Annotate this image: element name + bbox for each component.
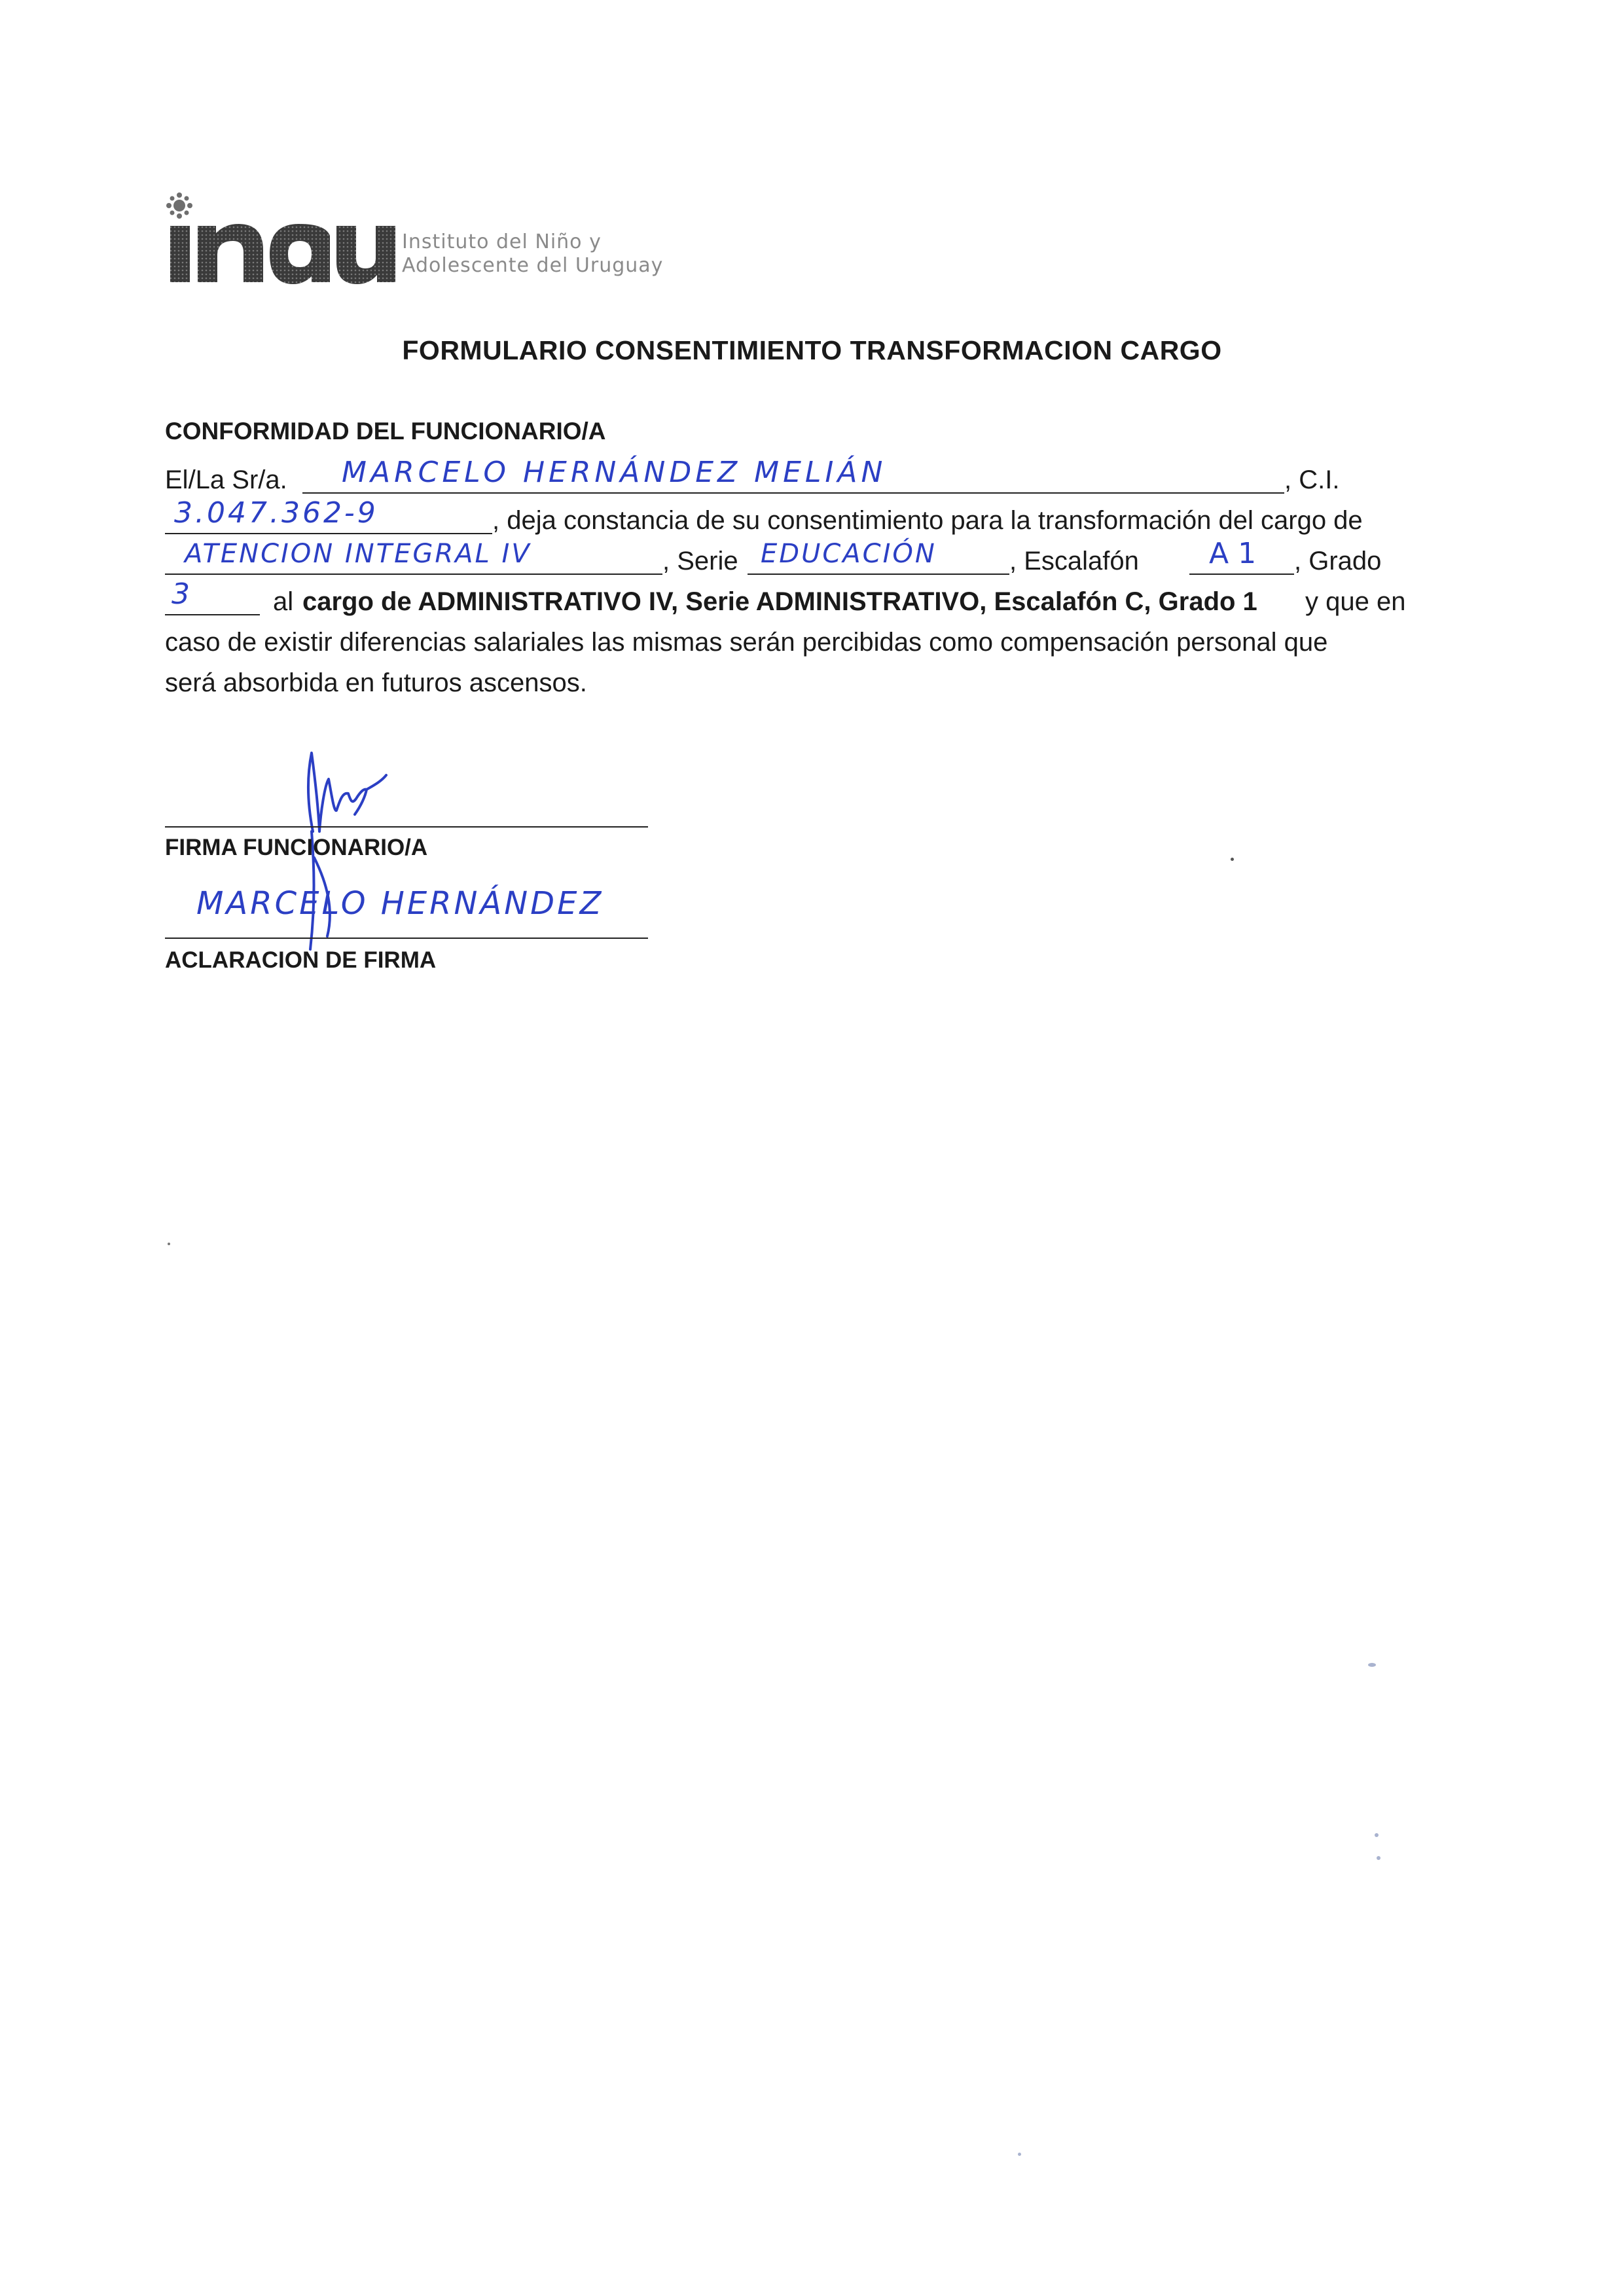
form-line-6: [165, 663, 1474, 703]
aclaracion-line[interactable]: [165, 938, 648, 939]
escalafon-handwritten: A1: [1209, 537, 1266, 570]
cargo-handwritten: ATENCION INTEGRAL IV: [185, 539, 532, 569]
cargo-field[interactable]: [165, 541, 662, 575]
document-title: FORMULARIO CONSENTIMIENTO TRANSFORMACION CARGO: [402, 335, 1222, 365]
section-heading: CONFORMIDAD DEL FUNCIONARIO/A: [165, 418, 606, 445]
scan-speck: [1018, 2153, 1021, 2156]
form-line-3: [165, 537, 1474, 581]
ci-handwritten: 3.047.362-9: [174, 496, 378, 530]
label-ci: , C.I.: [1284, 465, 1340, 494]
label-escalafon: , Escalafón: [1009, 547, 1139, 575]
firma-label: FIRMA FUNCIONARIO/A: [165, 835, 428, 860]
grado-field[interactable]: [165, 577, 260, 615]
aclaracion-label: ACLARACION DE FIRMA: [165, 947, 437, 973]
label-sr: El/La Sr/a.: [165, 465, 287, 494]
logo-caption-line2: Adolescente del Uruguay: [402, 254, 664, 277]
logo-caption: [402, 230, 663, 278]
form-line-4: [165, 577, 1474, 622]
label-grado: , Grado: [1294, 547, 1382, 575]
firma-line[interactable]: [165, 826, 648, 828]
ci-field[interactable]: [165, 496, 492, 534]
grado-handwritten: 3: [171, 577, 192, 611]
inau-logo-mark: [165, 190, 401, 288]
text-y-que-en: y que en: [1305, 587, 1406, 616]
scan-speck: [1368, 1663, 1376, 1667]
form-line-2: [165, 496, 1474, 541]
text-al: al: [273, 587, 294, 616]
aclaracion-handwritten: MARCELO HERNÁNDEZ: [196, 885, 604, 922]
text-line-5: caso de existir diferencias salariales las mismas serán percibidas como compensación personal que: [165, 628, 1328, 657]
serie-field[interactable]: [748, 541, 1009, 575]
name-handwritten: MARCELO HERNÁNDEZ MELIÁN: [342, 456, 887, 489]
form-line-5: [165, 622, 1474, 663]
text-after-ci: , deja constancia de su consentimiento para la transformación del cargo de: [492, 506, 1363, 535]
serie-handwritten: EDUCACIÓN: [761, 539, 937, 569]
text-new-cargo: cargo de ADMINISTRATIVO IV, Serie ADMINISTRATIVO, Escalafón C, Grado 1: [302, 587, 1257, 616]
escalafon-field[interactable]: [1189, 537, 1294, 575]
logo-caption-line1: Instituto del Niño y: [402, 230, 602, 253]
scan-speck: [168, 1243, 170, 1245]
scan-speck: [1231, 858, 1234, 861]
scan-speck: [1377, 1856, 1380, 1860]
label-serie: , Serie: [662, 547, 738, 575]
name-field[interactable]: [302, 456, 1284, 494]
form-line-1: [165, 456, 1474, 500]
scan-speck: [1375, 1833, 1379, 1837]
text-line-6: será absorbida en futuros ascensos.: [165, 668, 587, 697]
inau-logo: [165, 190, 728, 288]
